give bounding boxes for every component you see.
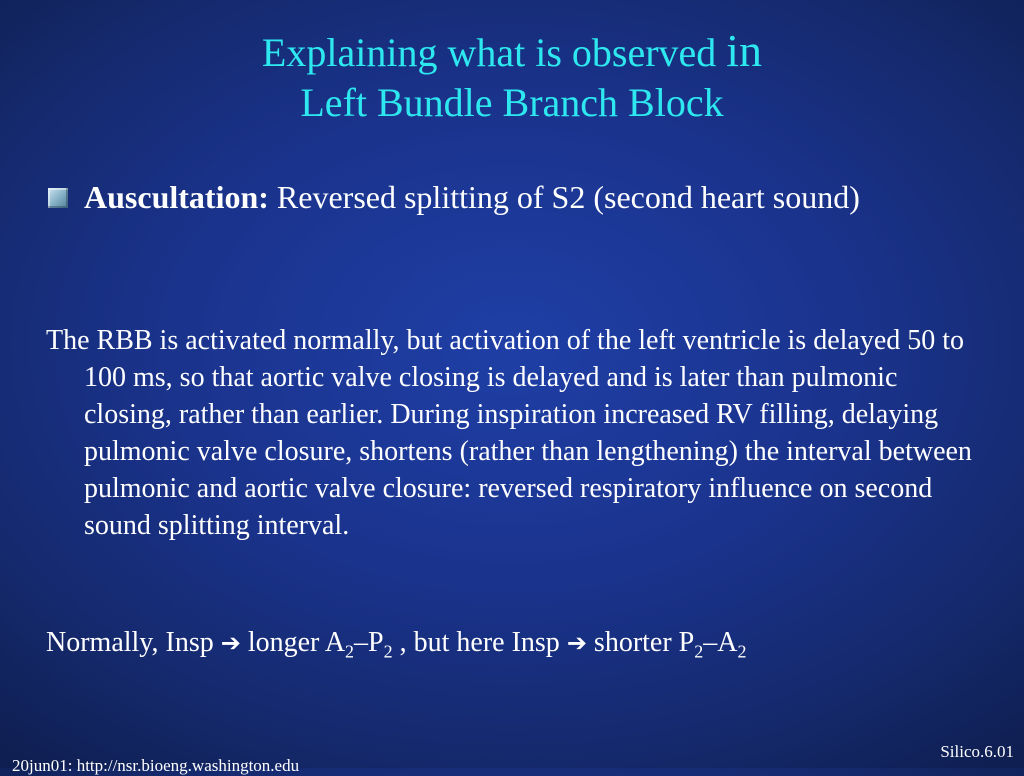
explanation-paragraph: The RBB is activated normally, but activation of the left ventricle is delayed 50 to 100 ms, so that aortic valve closing is delayed and is later than pulmonic closing, rather than earlier. During inspiration increased RV filling, delaying pulmonic valve closure, shortens (rather than lengthening) the interval between pulmonic and aortic valve closure: reversed respiratory influence on second sound splitting interval. <box>46 325 972 541</box>
bullet-auscultation <box>48 176 908 218</box>
subscript: 2 <box>383 641 393 662</box>
right-arrow-icon: ➔ <box>220 629 241 657</box>
subscript: 2 <box>737 641 747 662</box>
dash-p-text: –P <box>354 627 384 658</box>
title-line-2: Left Bundle Branch Block <box>300 80 724 125</box>
subscript: 2 <box>345 641 355 662</box>
title-line-1 <box>0 26 1024 78</box>
right-arrow-icon: ➔ <box>566 629 587 657</box>
longer-text: longer A <box>240 627 346 658</box>
slide-title <box>0 26 1024 128</box>
dash-a-text: –A <box>703 627 738 658</box>
normally-prefix: Normally, Insp <box>46 627 221 658</box>
bullet-body: Reversed splitting of S2 (second heart sound) <box>268 179 860 215</box>
bullet-label: Auscultation: <box>84 179 269 215</box>
bullet-square-icon <box>48 188 68 208</box>
shorter-text: shorter P <box>586 627 695 658</box>
title-line-1-text: Explaining what is observed <box>261 30 727 75</box>
normally-line <box>46 624 936 662</box>
middle-text: , but here Insp <box>392 627 567 658</box>
subscript: 2 <box>694 641 704 662</box>
footer-source: 20jun01: http://nsr.bioeng.washington.edu <box>12 756 300 775</box>
footer-slide-id: Silico.6.01 <box>940 742 1014 761</box>
bullet-text <box>84 176 908 218</box>
title-line-1-in: in <box>726 25 763 76</box>
